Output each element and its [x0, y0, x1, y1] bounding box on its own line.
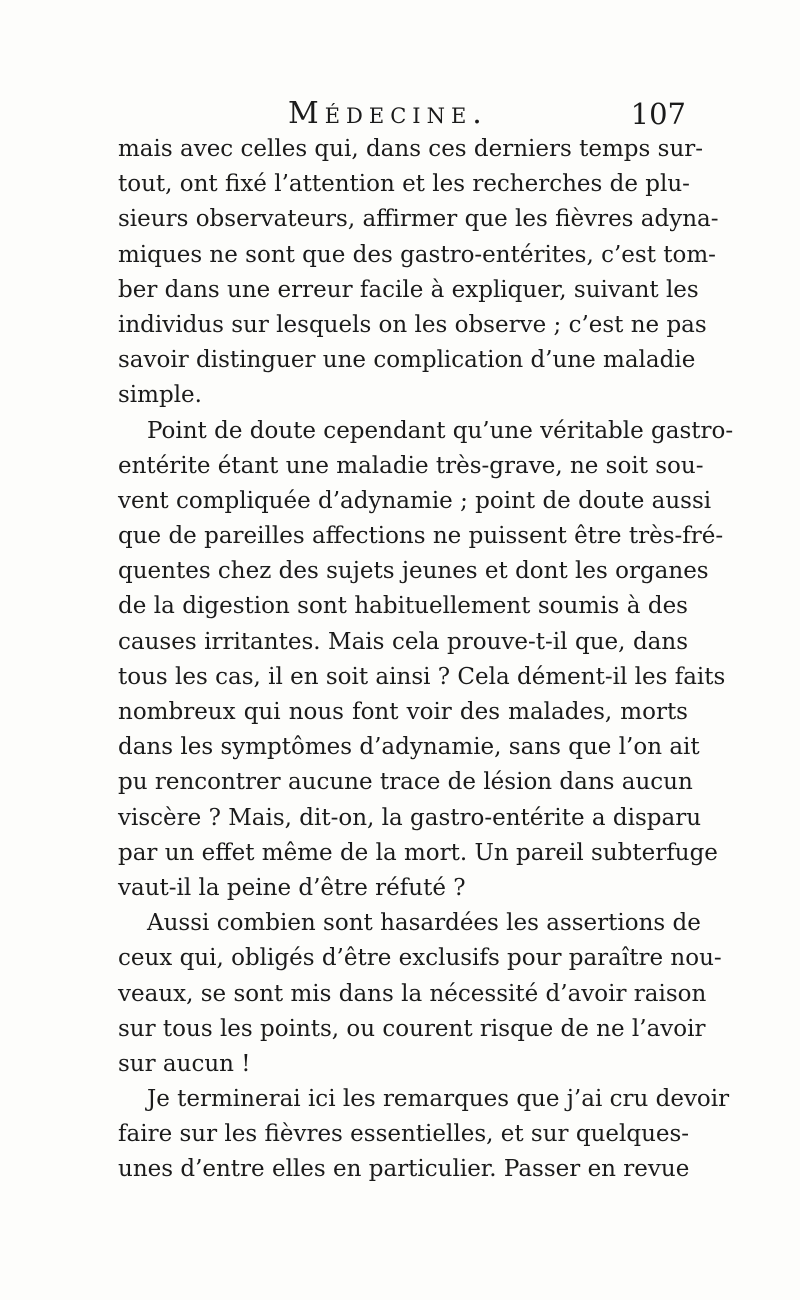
text-line: vent compliquée d’adynamie ; point de doute aussi: [118, 487, 712, 514]
text-line: Point de doute cependant qu’une véritable gastro-: [147, 417, 734, 444]
running-head: Médecine.: [288, 96, 488, 131]
text-line: par un effet même de la mort. Un pareil subterfuge: [118, 839, 718, 866]
text-line: viscère ? Mais, dit-on, la gastro-entérite a disparu: [118, 804, 702, 831]
text-line: entérite étant une maladie très-grave, ne soit sou-: [118, 452, 704, 479]
paragraph: [118, 414, 734, 907]
text-line: sur tous les points, ou courent risque de ne l’avoir: [118, 1015, 706, 1042]
text-line: tous les cas, il en soit ainsi ? Cela dément-il les faits: [118, 663, 726, 690]
text-line: vaut-il la peine d’être réfuté ?: [118, 874, 466, 901]
text-line: savoir distinguer une complication d’une maladie: [118, 347, 696, 374]
paragraph: [118, 132, 719, 414]
text-line: miques ne sont que des gastro-entérites, c’est tom-: [118, 241, 716, 268]
body-text: [118, 132, 734, 1188]
paragraph: [118, 1082, 730, 1188]
text-line: Aussi combien sont hasardées les assertions de: [147, 910, 701, 937]
page-number: 107: [630, 97, 686, 131]
text-line: de la digestion sont habituellement soumis à des: [118, 593, 688, 620]
text-line: Je terminerai ici les remarques que j’ai cru devoir: [147, 1086, 730, 1113]
text-line: quentes chez des sujets jeunes et dont les organes: [118, 558, 709, 585]
text-line: unes d’entre elles en particulier. Passer en revue: [118, 1156, 690, 1183]
paragraph: [118, 906, 722, 1082]
text-line: faire sur les fièvres essentielles, et sur quelques-: [118, 1121, 690, 1148]
text-line: individus sur lesquels on les observe ; c’est ne pas: [118, 311, 707, 338]
text-line: ceux qui, obligés d’être exclusifs pour paraître nou-: [118, 945, 722, 972]
text-line: nombreux qui nous font voir des malades, morts: [118, 699, 688, 725]
text-line: dans les symptômes d’adynamie, sans que l’on ait: [118, 734, 700, 761]
text-line: veaux, se sont mis dans la nécessité d’avoir raison: [118, 980, 707, 1007]
text-line: sieurs observateurs, affirmer que les fièvres adyna-: [118, 206, 719, 233]
text-line: ber dans une erreur facile à expliquer, suivant les: [118, 276, 699, 303]
text-line: tout, ont fixé l’attention et les recherches de plu-: [118, 171, 690, 198]
page-header: [118, 92, 686, 136]
text-line: causes irritantes. Mais cela prouve-t-il que, dans: [118, 628, 688, 655]
text-line: que de pareilles affections ne puissent être très-fré-: [118, 523, 724, 550]
text-line: pu rencontrer aucune trace de lésion dans aucun: [118, 769, 693, 796]
text-line: simple.: [118, 382, 202, 409]
text-line: mais avec celles qui, dans ces derniers temps sur-: [118, 136, 704, 162]
text-line: sur aucun !: [118, 1050, 251, 1077]
